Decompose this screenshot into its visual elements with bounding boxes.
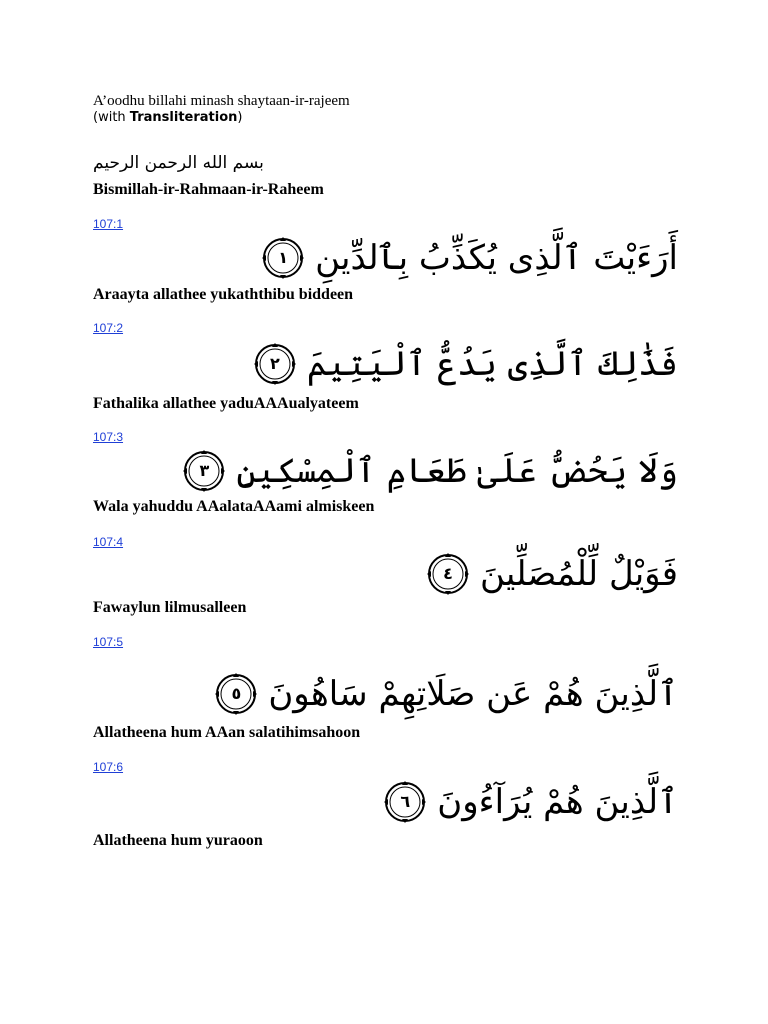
verse-transliteration-1: Araayta allathee yukaththibu biddeen (93, 286, 354, 303)
subtitle-prefix: (with (93, 110, 130, 125)
basmala-transliteration: Bismillah-ir-Rahmaan-ir-Raheem (93, 181, 324, 198)
ayah-marker-6 (383, 780, 427, 824)
verse-transliteration-4: Fawaylun lilmusalleen (93, 599, 247, 616)
verse-text-6: ٱلَّذِينَ هُمْ يُرَآءُونَ (437, 782, 678, 822)
verse-transliteration-6: Allatheena hum yuraoon (93, 832, 263, 849)
verse-text-2: فَذَٰلِكَ ٱلَّذِى يَدُعُّ ٱلْيَتِيمَ (306, 344, 678, 384)
ayah-number-4: ٤ (443, 564, 453, 583)
verse-arabic-4 (426, 548, 678, 600)
verse-ref-link-6[interactable]: 107:6 (93, 760, 124, 774)
subtitle-bold: Transliteration (129, 110, 238, 125)
verse-text-4: فَوَيْلٌ لِّلْمُصَلِّينَ (480, 554, 678, 594)
verse-arabic-3 (182, 445, 678, 497)
ayah-number-3: ٣ (199, 461, 210, 480)
ayah-marker-2 (253, 342, 297, 386)
verse-ref-link-5[interactable]: 107:5 (93, 635, 124, 649)
verse-arabic-6 (383, 776, 678, 828)
verse-transliteration-3: Wala yahuddu AAalataAAami almiskeen (93, 498, 375, 515)
verse-transliteration-5: Allatheena hum AAan salatihimsahoon (93, 724, 361, 741)
verse-text-3: وَلَا يَحُضُّ عَلَىٰ طَعَامِ ٱلْمِسْكِينِ (236, 451, 678, 491)
verse-arabic-2 (253, 338, 678, 390)
verse-ref-link-2[interactable]: 107:2 (93, 321, 124, 335)
ayah-number-6: ٦ (400, 792, 411, 811)
page-title: A’oodhu billahi minash shaytaan-ir-rajeem (93, 93, 350, 109)
subtitle-suffix: ) (237, 110, 243, 125)
ayah-marker-1 (261, 236, 305, 280)
page-subtitle (93, 110, 242, 126)
verse-text-1: أَرَءَيْتَ ٱلَّذِى يُكَذِّبُ بِٱلدِّينِ (315, 238, 678, 278)
verse-ref-link-3[interactable]: 107:3 (93, 430, 124, 444)
ayah-marker-4 (426, 552, 470, 596)
verse-text-5: ٱلَّذِينَ هُمْ عَن صَلَاتِهِمْ سَاهُونَ (268, 674, 678, 714)
verse-ref-link-4[interactable]: 107:4 (93, 535, 124, 549)
ayah-number-5: ٥ (231, 684, 242, 703)
verse-arabic-1 (261, 232, 678, 284)
verse-transliteration-2: Fathalika allathee yaduAAAualyateem (93, 395, 359, 412)
ayah-number-1: ١ (278, 248, 288, 267)
ayah-marker-5 (214, 672, 258, 716)
verse-arabic-5 (214, 668, 678, 720)
basmala-arabic: بسم الله الرحمن الرحيم (93, 153, 264, 173)
ayah-number-2: ٢ (270, 354, 280, 373)
verse-ref-link-1[interactable]: 107:1 (93, 217, 124, 231)
ayah-marker-3 (182, 449, 226, 493)
